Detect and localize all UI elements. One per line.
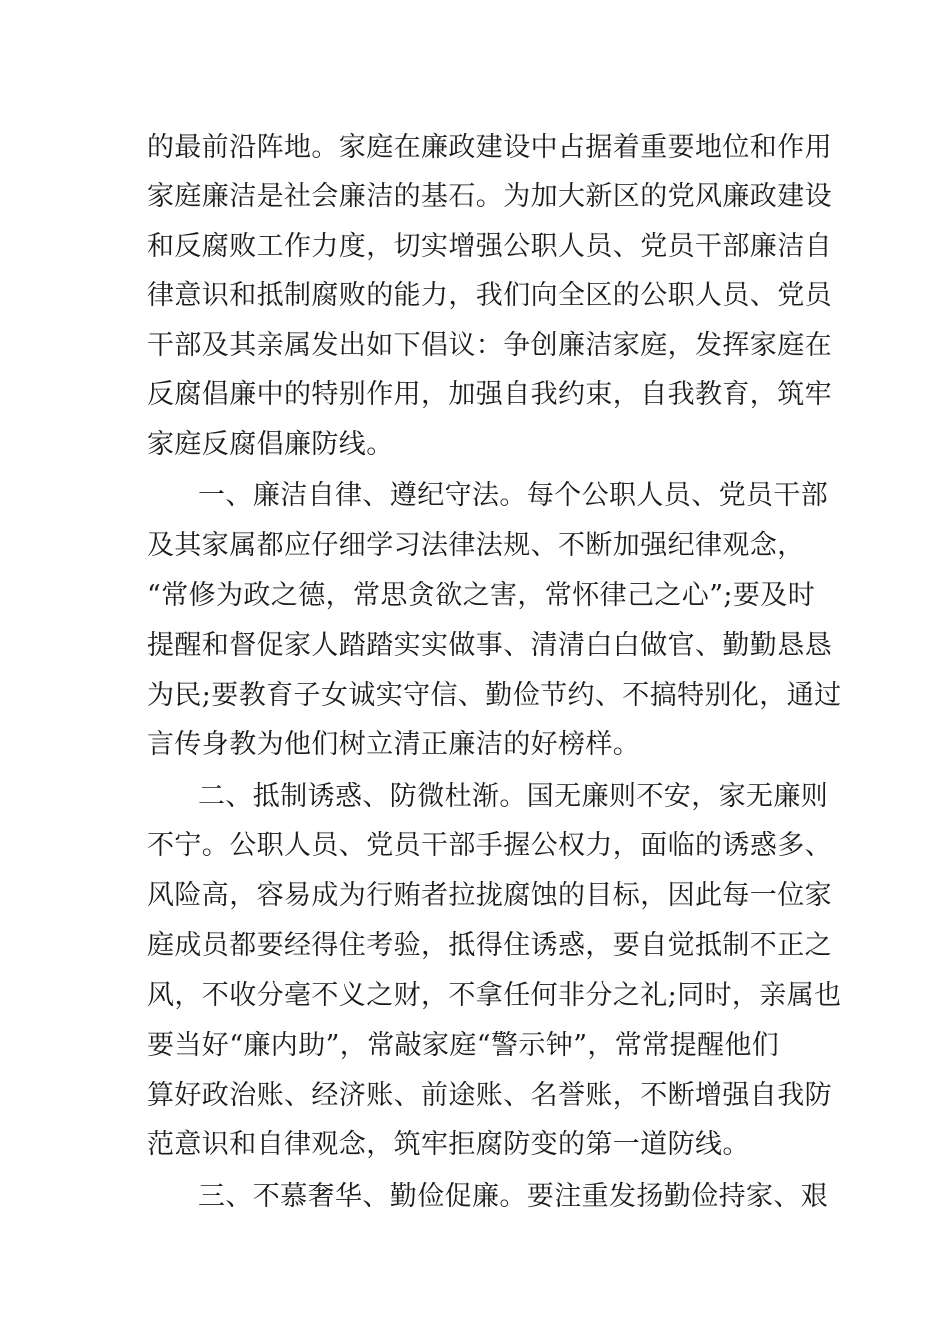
text-line: “常修为政之德，常思贪欲之害，常怀律己之心”;要及时 — [147, 580, 816, 611]
text-line: 律意识和抵制腐败的能力，我们向全区的公职人员、党员 — [147, 280, 832, 311]
text-line: 反腐倡廉中的特别作用，加强自我约束，自我教育，筑牢 — [147, 379, 832, 410]
text-line: 及其家属都应仔细学习法律法规、不断加强纪律观念， — [147, 530, 805, 561]
text-line: 庭成员都要经得住考验，抵得住诱惑，要自觉抵制不正之 — [147, 930, 832, 961]
text-line: 不宁。公职人员、党员干部手握公权力，面临的诱惑多、 — [147, 830, 832, 861]
text-line: 风险高，容易成为行贿者拉拢腐蚀的目标，因此每一位家 — [147, 880, 832, 911]
text-line: 提醒和督促家人踏踏实实做事、清清白白做官、勤勤恳恳 — [147, 630, 832, 661]
paragraph-1-first-line: 一、廉洁自律、遵纪守法。每个公职人员、党员干部 — [198, 480, 829, 511]
text-line: 范意识和自律观念，筑牢拒腐防变的第一道防线。 — [147, 1129, 750, 1160]
text-line: 和反腐败工作力度，切实增强公职人员、党员干部廉洁自 — [147, 231, 832, 262]
text-line: 家庭反腐倡廉防线。 — [147, 429, 394, 460]
paragraph-2-first-line: 二、抵制诱惑、防微杜渐。国无廉则不安，家无廉则 — [198, 781, 829, 812]
text-line: 为民;要教育子女诚实守信、勤俭节约、不搞特别化，通过 — [147, 680, 842, 711]
text-line: 算好政治账、经济账、前途账、名誉账，不断增强自我防 — [147, 1080, 832, 1111]
text-line: 的最前沿阵地。家庭在廉政建设中占据着重要地位和作用 — [147, 132, 832, 163]
text-line: 干部及其亲属发出如下倡议：争创廉洁家庭，发挥家庭在 — [147, 330, 832, 361]
text-line: 家庭廉洁是社会廉洁的基石。为加大新区的党风廉政建设 — [147, 181, 832, 212]
text-line: 言传身教为他们树立清正廉洁的好榜样。 — [147, 729, 641, 760]
text-line: 要当好“廉内助”，常敲家庭“警示钟”，常常提醒他们 — [147, 1030, 780, 1061]
text-line: 风，不收分毫不义之财，不拿任何非分之礼;同时，亲属也 — [147, 980, 842, 1011]
paragraph-3-first-line: 三、不慕奢华、勤俭促廉。要注重发扬勤俭持家、艰 — [198, 1181, 829, 1212]
